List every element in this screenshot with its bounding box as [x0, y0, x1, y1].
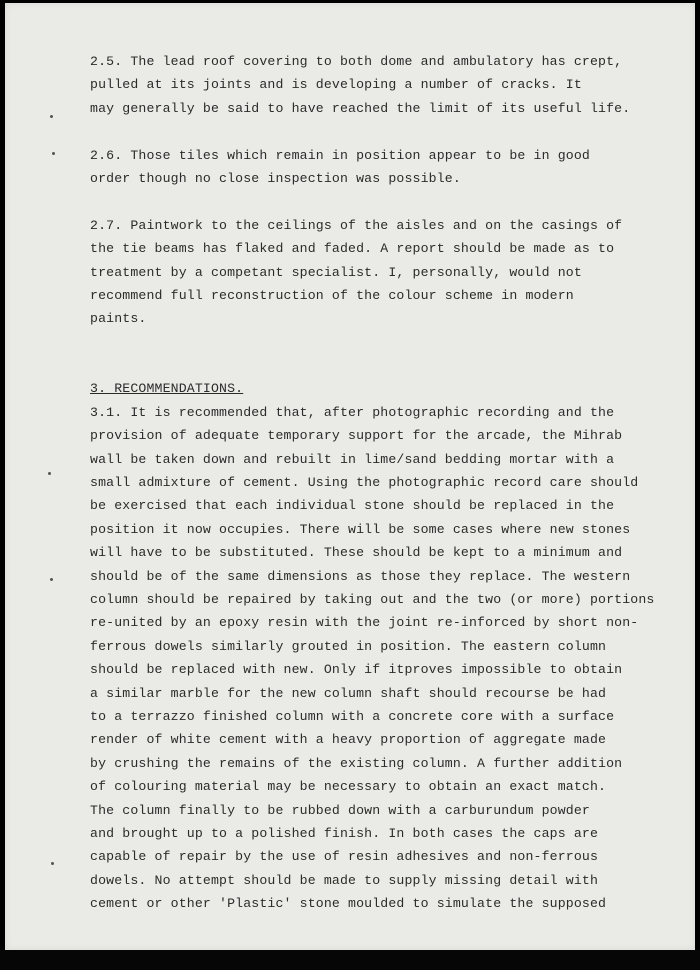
text-line: capable of repair by the use of resin adhesives and non-ferrous — [90, 849, 599, 865]
paragraph-3-1 — [90, 401, 670, 916]
text-line: 2.5. The lead roof covering to both dome and ambulatory has crept, — [90, 54, 623, 69]
text-line: column should be repaired by taking out and the two (or more) portions — [90, 592, 655, 607]
paragraph-2-6 — [90, 144, 670, 191]
punch-mark — [48, 472, 51, 475]
text-line: and brought up to a polished finish. In both cases the caps are — [90, 825, 599, 841]
text-line: by crushing the remains of the existing column. A further addition — [90, 755, 623, 771]
text-line: of colouring material may be necessary to obtain an exact match. — [90, 779, 607, 795]
text-line: the tie beams has flaked and faded. A report should be made as to — [90, 241, 615, 257]
text-line: may generally be said to have reached the limit of its useful life. — [90, 100, 631, 116]
text-line: treatment by a competant specialist. I, personally, would not — [90, 264, 582, 280]
punch-mark — [51, 862, 54, 865]
text-line: order though no close inspection was possible. — [90, 170, 461, 186]
text-line: ferrous dowels similarly grouted in position. The eastern column — [90, 638, 607, 654]
text-line: will have to be substituted. These should be kept to a minimum and — [90, 545, 623, 561]
punch-mark — [50, 115, 53, 118]
text-line: 2.7. Paintwork to the ceilings of the aisles and on the casings of — [90, 217, 623, 233]
paragraph-2-7 — [90, 214, 670, 331]
text-line: pulled at its joints and is developing a number of cracks. It — [90, 77, 582, 93]
text-line: 3.1. It is recommended that, after photographic recording and the — [90, 404, 615, 420]
text-line: recommend full reconstruction of the colour scheme in modern — [90, 287, 574, 303]
text-line: position it now occupies. There will be some cases where new stones — [90, 521, 631, 537]
punch-mark — [52, 152, 55, 155]
text-line: small admixture of cement. Using the photographic record care should — [90, 475, 639, 491]
text-line: render of white cement with a heavy proportion of aggregate made — [90, 732, 607, 748]
text-line: should be of the same dimensions as those they replace. The western — [90, 568, 631, 584]
text-line: The column finally to be rubbed down with a carburundum powder — [90, 802, 590, 818]
document-body — [90, 50, 670, 915]
paragraph-2-5 — [90, 50, 670, 120]
text-line: re-united by an epoxy resin with the joint re-inforced by short non- — [90, 615, 639, 631]
text-line: paints. — [90, 311, 147, 327]
text-line: should be replaced with new. Only if itproves impossible to obtain — [90, 662, 623, 678]
text-line: to a terrazzo finished column with a concrete core with a surface — [90, 708, 615, 724]
section-heading: 3. RECOMMENDATIONS. — [90, 381, 244, 397]
scan-border — [0, 950, 700, 970]
text-line: dowels. No attempt should be made to supply missing detail with — [90, 872, 599, 888]
text-line: 2.6. Those tiles which remain in position appear to be in good — [90, 147, 590, 163]
text-line: be exercised that each individual stone should be replaced in the — [90, 498, 615, 514]
text-line: cement or other 'Plastic' stone moulded to simulate the supposed — [90, 896, 607, 912]
punch-mark — [50, 578, 53, 581]
text-line: provision of adequate temporary support for the arcade, the Mihrab — [90, 428, 623, 444]
text-line: wall be taken down and rebuilt in lime/sand bedding mortar with a — [90, 451, 615, 467]
text-line: a similar marble for the new column shaft should recourse be had — [90, 685, 607, 701]
